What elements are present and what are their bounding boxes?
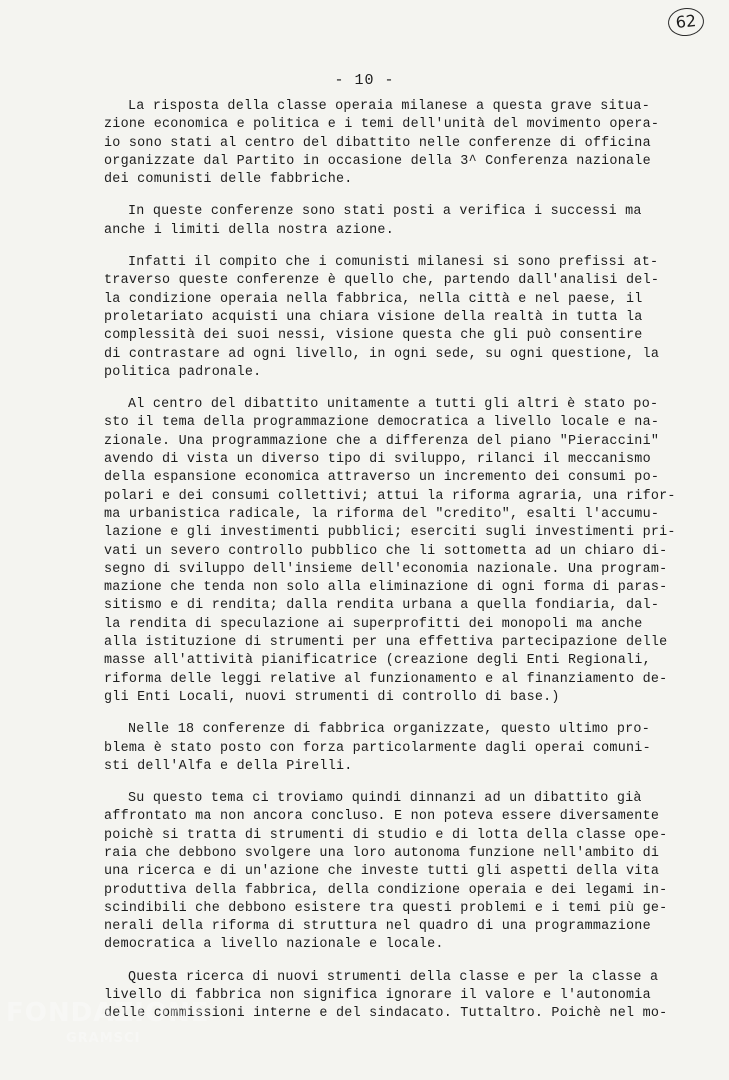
text-line: sto il tema della programmazione democratica a livello locale e na- <box>104 415 660 431</box>
archive-page-number: 62 <box>667 6 706 38</box>
text-line: nerali della riforma di struttura nel quadro di una programmazione <box>104 919 651 935</box>
text-line: avendo di vista un diverso tipo di sviluppo, rilanci il meccanismo <box>104 452 651 468</box>
text-line: dei comunisti delle fabbriche. <box>104 172 353 188</box>
text-line: una ricerca e di un'azione che investe tutti gli aspetti della vita <box>104 864 660 880</box>
paragraph <box>104 790 684 955</box>
text-line: zionale. Una programmazione che a differenza del piano "Pieraccini" <box>104 433 660 449</box>
paragraph <box>104 203 684 240</box>
text-line: io sono stati al centro del dibattito nelle conferenze di officina <box>104 135 651 151</box>
text-line: Infatti il compito che i comunisti milanesi si sono prefissi at- <box>128 255 659 271</box>
text-line: raia che debbono svolgere una loro autonoma funzione nell'ambito di <box>104 845 660 861</box>
text-line: polari e dei consumi collettivi; attui la riforma agraria, una rifor- <box>104 488 676 504</box>
text-line: democratica a livello nazionale e locale. <box>104 937 444 953</box>
text-line: organizzate dal Partito in occasione della 3^ Conferenza nazionale <box>104 153 651 169</box>
text-line: proletariato acquisti una chiara visione della realtà in tutta la <box>104 309 643 325</box>
text-line: la rendita di speculazione ai superprofitti dei monopoli ma anche <box>104 616 643 632</box>
text-line: In queste conferenze sono stati posti a verifica i successi ma <box>128 204 642 220</box>
paragraph <box>104 254 684 382</box>
text-line: sitismo e di rendita; dalla rendita urbana a quella fondiaria, dal- <box>104 598 660 614</box>
body-text <box>104 98 684 1038</box>
watermark-line-2: GRAMSCI <box>66 1031 141 1046</box>
text-line: alla istituzione di strumenti per una effettiva partecipazione delle <box>104 635 668 651</box>
paragraph <box>104 396 684 707</box>
text-line: mazione che tenda non solo alla eliminazione di ogni forma di paras- <box>104 580 668 596</box>
text-line: poichè si tratta di strumenti di studio e di lotta della classe ope- <box>104 827 668 843</box>
text-line: riforma delle leggi relative al funzionamento e al finanziamento de- <box>104 671 668 687</box>
text-line: segno di sviluppo dell'insieme dell'economia nazionale. Una program- <box>104 561 668 577</box>
text-line: masse all'attività pianificatrice (creazione degli Enti Regionali, <box>104 653 651 669</box>
text-line: complessità dei suoi nessi, visione questa che gli può consentire <box>104 328 643 344</box>
text-line: Su questo tema ci troviamo quindi dinnanzi ad un dibattito già <box>128 791 642 807</box>
text-line: traverso queste conferenze è quello che, partendo dall'analisi del- <box>104 273 660 289</box>
text-line: blema è stato posto con forza particolarmente dagli operai comuni- <box>104 740 651 756</box>
text-line: Nelle 18 conferenze di fabbrica organizzate, questo ultimo pro- <box>128 722 650 738</box>
text-line: lazione e gli investimenti pubblici; eserciti sugli investimenti pri- <box>104 525 676 541</box>
text-line: di contrastare ad ogni livello, in ogni sede, su ogni questione, la <box>104 346 660 362</box>
text-line: La risposta della classe operaia milanese a questa grave situa- <box>128 99 650 114</box>
watermark-line-1: FONDAZIONE <box>6 998 210 1028</box>
paragraph <box>104 98 684 189</box>
paragraph <box>104 721 684 776</box>
text-line: delle commissioni interne e del sindacato. Tuttaltro. Poichè nel mo- <box>104 1006 668 1022</box>
text-line: affrontato ma non ancora concluso. E non poteva essere diversamente <box>104 809 660 825</box>
text-line: livello di fabbrica non significa ignorare il valore e l'autonomia <box>104 988 651 1004</box>
text-line: Questa ricerca di nuovi strumenti della classe e per la classe a <box>128 969 659 985</box>
text-line: gli Enti Locali, nuovi strumenti di controllo di base.) <box>104 689 560 705</box>
text-line: sti dell'Alfa e della Pirelli. <box>104 758 353 774</box>
watermark <box>6 1000 209 1052</box>
text-line: la condizione operaia nella fabbrica, nella città e nel paese, il <box>104 291 643 307</box>
text-line: della espansione economica attraverso un incremento dei consumi po- <box>104 470 660 486</box>
text-line: anche i limiti della nostra azione. <box>104 222 394 238</box>
text-line: zione economica e politica e i temi dell'unità del movimento opera- <box>104 117 660 133</box>
text-line: scindibili che debbono esistere tra questi problemi e i temi più ge- <box>104 900 668 916</box>
text-line: politica padronale. <box>104 364 262 380</box>
text-line: vati un severo controllo pubblico che li sottometta ad un chiaro di- <box>104 543 668 559</box>
page-number: - 10 - <box>334 72 395 89</box>
text-line: ma urbanistica radicale, la riforma del "credito", esalti l'accumu- <box>104 506 660 522</box>
text-line: produttiva della fabbrica, della condizione operaia e dei legami in- <box>104 882 668 898</box>
text-line: Al centro del dibattito unitamente a tutti gli altri è stato po- <box>128 397 659 413</box>
